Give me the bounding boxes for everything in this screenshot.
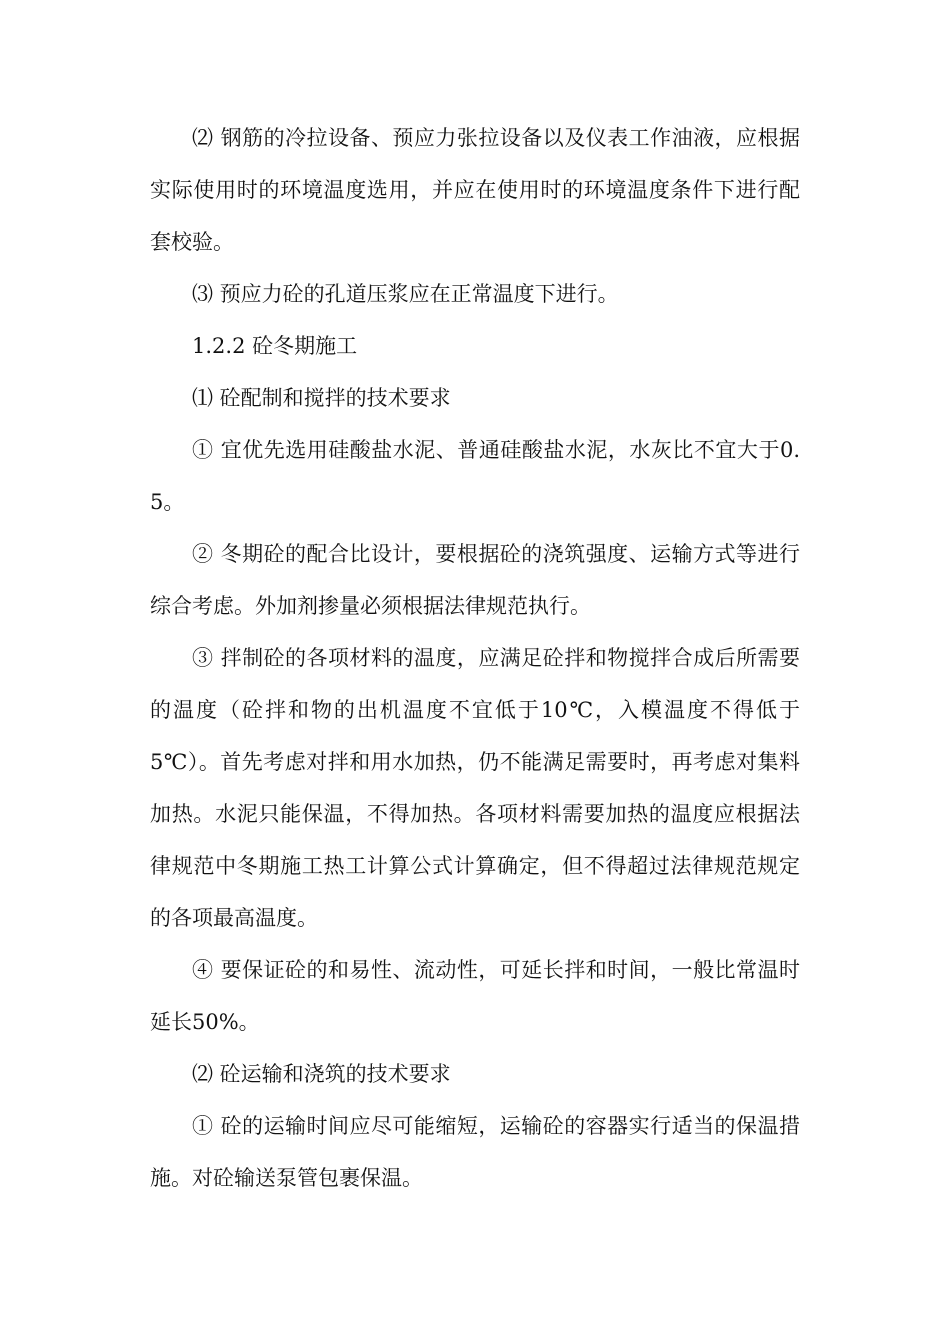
paragraph-transport-insulation: ① 砼的运输时间应尽可能缩短，运输砼的容器实行适当的保温措施。对砼输送泵管包裹保温。: [150, 1114, 800, 1190]
paragraph-duct-grouting: ⑶ 预应力砼的孔道压浆应在正常温度下进行。: [192, 282, 619, 306]
paragraph-mix-design: ② 冬期砼的配合比设计，要根据砼的浇筑强度、运输方式等进行综合考虑。外加剂掺量必须根据法律规范执行。: [150, 542, 800, 618]
paragraph-material-temperature: ③ 拌制砼的各项材料的温度，应满足砼拌和物搅拌合成后所需要的温度（砼拌和物的出机温度不宜低于10℃，入模温度不得低于5℃）。首先考虑对拌和用水加热，仍不能满足需要时，再考虑对集料加热。水泥只能保温，不得加热。各项材料需要加热的温度应根据法律规范中冬期施工热工计算公式计算确定，但不得超过法律规范规定的各项最高温度。: [150, 646, 800, 930]
subheading-mixing-requirements: ⑴ 砼配制和搅拌的技术要求: [192, 386, 451, 410]
paragraph-cement-selection: ① 宜优先选用硅酸盐水泥、普通硅酸盐水泥，水灰比不宜大于0.5。: [150, 438, 800, 514]
paragraph-mixing-time: ④ 要保证砼的和易性、流动性，可延长拌和时间，一般比常温时延长50%。: [150, 958, 800, 1034]
subheading-transport-pouring: ⑵ 砼运输和浇筑的技术要求: [192, 1062, 451, 1086]
paragraph-rebar-equipment: ⑵ 钢筋的冷拉设备、预应力张拉设备以及仪表工作油液，应根据实际使用时的环境温度选用，并应在使用时的环境温度条件下进行配套校验。: [150, 126, 800, 254]
section-heading-winter-concrete: 1.2.2 砼冬期施工: [192, 334, 358, 358]
